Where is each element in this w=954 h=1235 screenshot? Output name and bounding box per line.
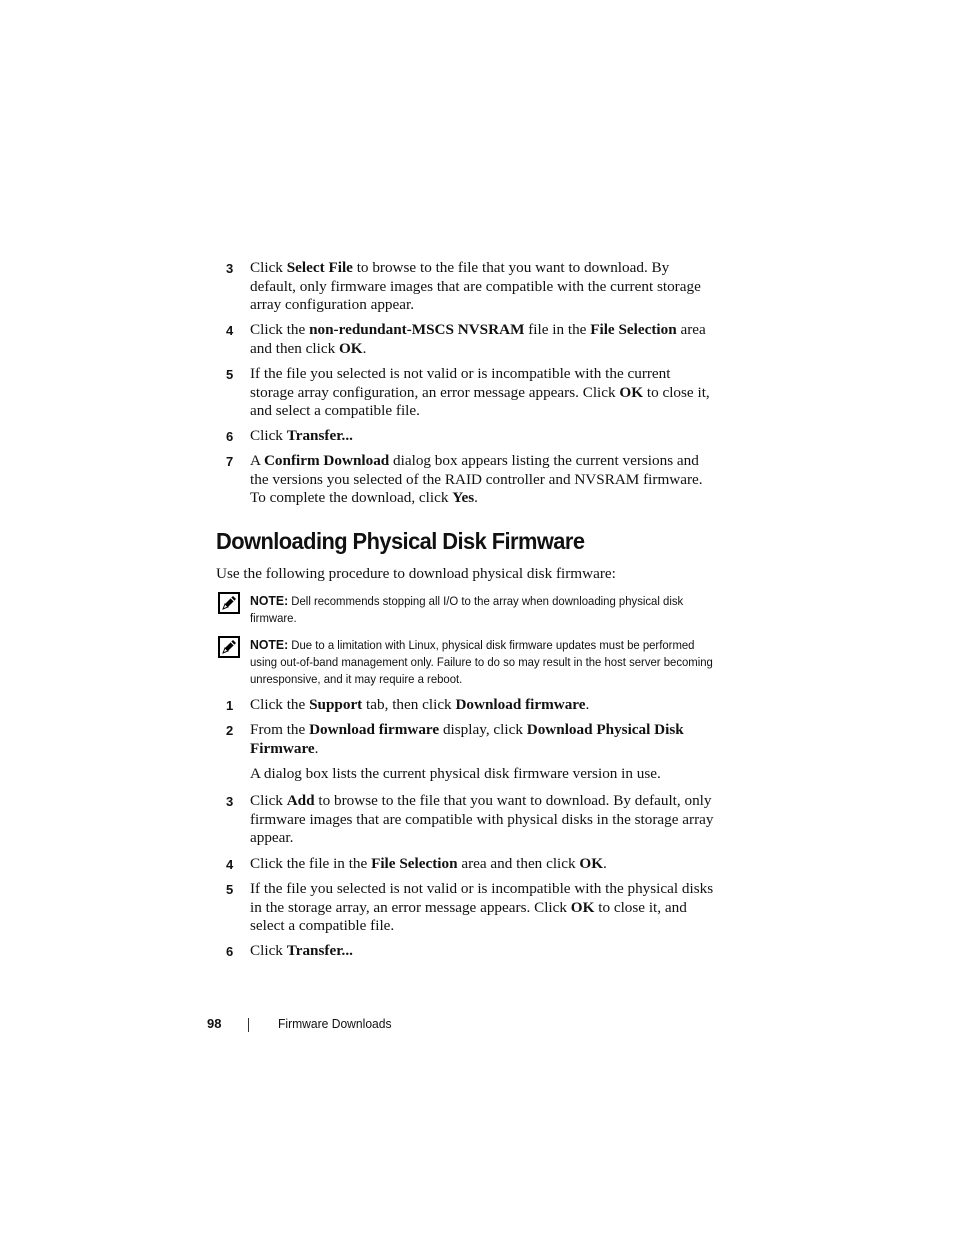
text-run: to close it, and select a compatible file. — [250, 383, 710, 420]
step-number: 3 — [226, 794, 234, 809]
step-number: 3 — [226, 261, 234, 276]
text-run: Click the file in the — [250, 855, 372, 872]
step-text — [250, 855, 716, 874]
note-pencil-icon — [218, 592, 240, 614]
ui-term: OK — [338, 339, 363, 357]
note-2 — [218, 636, 714, 688]
note-body: Dell recommends stopping all I/O to the array when downloading physical disk firmware. — [250, 594, 684, 625]
note-label: NOTE: — [250, 593, 289, 608]
note-pencil-icon — [218, 636, 240, 658]
text-run: area and then click — [457, 855, 580, 872]
text-run: area and then click — [250, 321, 706, 357]
step-number: 4 — [226, 323, 234, 338]
text-run: display, click — [439, 721, 527, 738]
step-number: 2 — [226, 723, 234, 738]
text-run: to browse to the file that you want to download. By default, only firmware images that are compatible with physical disks in the storage array appear. — [250, 792, 714, 847]
step-5-top — [226, 365, 716, 421]
step-text — [250, 942, 716, 961]
step-number: 7 — [226, 454, 234, 469]
text-run: to browse to the file that you want to download. By default, only firmware images that are compatible with the current storage array configuration appear. — [250, 259, 701, 314]
text-run: Click — [250, 792, 287, 809]
step-text — [250, 721, 716, 758]
text-run: Click — [250, 942, 287, 959]
ui-term: non-redundant-MSCS NVSRAM — [309, 321, 525, 338]
ui-term: Download firmware — [309, 721, 440, 738]
step-7-top — [226, 452, 716, 508]
ui-term: Confirm Download — [263, 452, 390, 469]
section-intro: Use the following procedure to download physical disk firmware: — [216, 565, 616, 582]
text-run: Click — [250, 259, 287, 276]
step-2-subtext: A dialog box lists the current physical disk firmware version in use. — [250, 765, 661, 782]
text-run: . — [362, 339, 367, 357]
text-run: . — [314, 739, 319, 757]
step-5-bottom — [226, 880, 716, 936]
step-4-bottom — [226, 855, 716, 874]
step-text — [250, 452, 716, 508]
note-label: NOTE: — [250, 637, 289, 652]
ui-term: File Selection — [371, 855, 458, 872]
footer-divider — [248, 1018, 249, 1032]
step-text — [250, 792, 716, 848]
text-run: If the file you selected is not valid or is incompatible with the physical disks in the storage array, an error message appears. Click — [250, 880, 714, 916]
page-number: 98 — [207, 1016, 222, 1031]
step-text — [250, 427, 716, 446]
note-text — [250, 592, 720, 627]
step-text — [250, 696, 716, 715]
step-text — [250, 365, 716, 421]
step-1-bottom — [226, 696, 716, 715]
note-body: Due to a limitation with Linux, physical disk firmware updates must be performed using out-of-band management only. Failure to do so may result in the host server becoming unresponsive, and it may require a reboot. — [250, 638, 713, 686]
step-text — [250, 259, 716, 315]
ui-term: File Selection — [590, 321, 677, 338]
ui-term: Transfer... — [286, 427, 353, 444]
section-heading: Downloading Physical Disk Firmware — [216, 528, 585, 554]
footer-section-title: Firmware Downloads — [278, 1016, 392, 1031]
note-1 — [218, 592, 714, 627]
step-text — [250, 880, 716, 936]
text-run: Click — [250, 427, 287, 444]
step-3-top — [226, 259, 716, 315]
text-run: file in the — [524, 321, 591, 338]
step-number: 1 — [226, 698, 234, 713]
text-run: Click the — [250, 696, 310, 713]
text-run: Click the — [250, 321, 310, 338]
ui-term: Select File — [286, 259, 353, 276]
ui-term: Support — [309, 696, 363, 713]
ui-term: OK — [579, 855, 604, 872]
step-number: 4 — [226, 857, 234, 872]
ui-term: Add — [286, 792, 315, 809]
step-number: 5 — [226, 367, 234, 382]
step-6-top — [226, 427, 716, 446]
text-run: . — [585, 696, 590, 713]
step-number: 5 — [226, 882, 234, 897]
ui-term: Download Physical Disk Firmware — [250, 721, 684, 757]
text-run: . — [603, 855, 607, 872]
step-number: 6 — [226, 429, 234, 444]
step-number: 6 — [226, 944, 234, 959]
text-run: to close it, and select a compatible file. — [250, 898, 687, 935]
text-run: From the — [250, 721, 310, 738]
text-run: If the file you selected is not valid or is incompatible with the current storage array configuration, an error message appears. Click — [250, 365, 671, 401]
step-3-bottom — [226, 792, 716, 848]
ui-term: Transfer... — [286, 942, 353, 959]
step-text — [250, 321, 716, 358]
ui-term: OK — [619, 383, 644, 401]
text-run: tab, then click — [362, 696, 456, 713]
text-run: . — [474, 489, 478, 507]
note-text — [250, 636, 720, 688]
step-4-top — [226, 321, 716, 358]
text-run: dialog box appears listing the current versions and the versions you selected of the RAID controller and NVSRAM firmware. To complete the download, click — [250, 452, 703, 507]
step-6-bottom — [226, 942, 716, 961]
ui-term: OK — [570, 898, 595, 916]
step-2-bottom — [226, 721, 716, 758]
ui-term: Yes — [452, 489, 475, 507]
text-run: A — [250, 452, 264, 469]
ui-term: Download firmware — [455, 696, 586, 713]
